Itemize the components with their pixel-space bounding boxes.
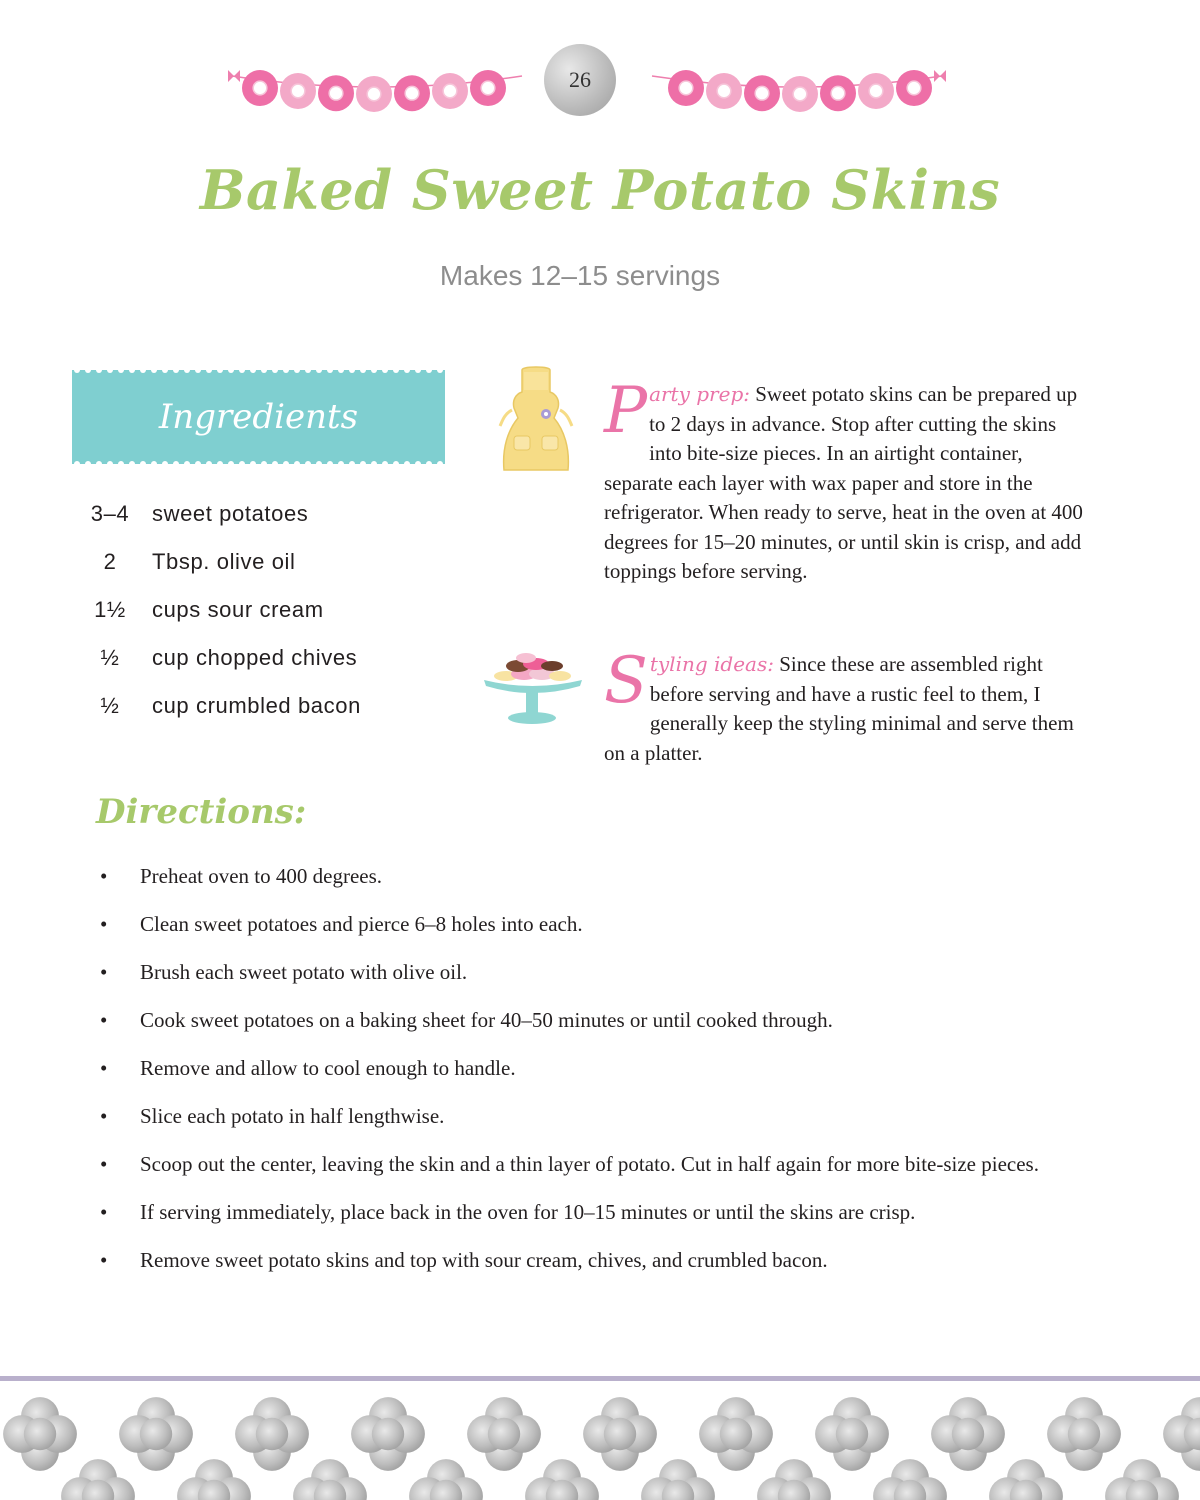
ingredient-quantity: 1½ (94, 597, 126, 622)
quatrefoil-shape (351, 1397, 425, 1471)
page-number-badge (544, 44, 616, 116)
quatrefoil-shape (1047, 1397, 1121, 1471)
ingredient-name: sweet potatoes (152, 501, 309, 526)
quatrefoil-shape (467, 1397, 541, 1471)
party-prep-text: Sweet potato skins can be prepared up to 2 days in advance. Stop after cutting the skins into bite-size pieces. In an airtight container, separate each layer with wax paper and store in the refrigerator. When ready to serve, heat in the oven at 400 degrees for 15–20 minutes, or until skin is crisp, and add toppings before serving. (604, 382, 1083, 583)
direction-step (96, 1198, 1056, 1226)
styling-ideas-dropcap: S (604, 644, 648, 718)
styling-ideas-tip (604, 644, 1092, 768)
ingredient-row (80, 586, 460, 634)
quatrefoil-shape (989, 1459, 1063, 1500)
ingredient-quantity: 2 (103, 549, 117, 574)
bullet-marker: • (100, 912, 108, 936)
quatrefoil-shape (119, 1397, 193, 1471)
quatrefoil-shape (525, 1459, 599, 1500)
ingredient-quantity: ½ (100, 693, 120, 718)
styling-ideas-text: Since these are assembled right before serving and have a rustic feel to them, I generally keep the styling minimal and serve them on a platter. (604, 652, 1074, 765)
ingredients-heading: Ingredients (158, 397, 359, 437)
direction-step (96, 958, 1056, 986)
quatrefoil-shape (1163, 1397, 1200, 1471)
party-prep-dropcap: P (604, 374, 648, 448)
direction-step-text: Preheat oven to 400 degrees. (140, 864, 383, 888)
apron-icon (498, 366, 574, 476)
quatrefoil-shape (235, 1397, 309, 1471)
directions-heading: Directions: (96, 792, 307, 832)
direction-step (96, 1150, 1056, 1178)
quatrefoil-shape (61, 1459, 135, 1500)
ingredient-name: cup crumbled bacon (152, 693, 361, 718)
bullet-marker: • (100, 960, 108, 984)
quatrefoil-shape (699, 1397, 773, 1471)
recipe-title: Baked Sweet Potato Skins (199, 158, 1001, 222)
direction-step (96, 1246, 1056, 1274)
quatrefoil-shape (1105, 1459, 1179, 1500)
party-prep-tip (604, 374, 1092, 587)
ingredient-row (80, 682, 460, 730)
quatrefoil-shape (177, 1459, 251, 1500)
ingredients-banner (72, 370, 445, 464)
direction-step (96, 1102, 1056, 1130)
direction-step-text: Cook sweet potatoes on a baking sheet for 40–50 minutes or until cooked through. (140, 1008, 833, 1032)
direction-step (96, 1006, 1056, 1034)
bullet-marker: • (100, 1152, 108, 1176)
ingredient-name: Tbsp. olive oil (152, 549, 296, 574)
direction-step-text: Slice each potato in half lengthwise. (140, 1104, 445, 1128)
ingredient-quantity: ½ (100, 645, 120, 670)
party-prep-label: arty prep: (649, 382, 750, 406)
quatrefoil-shape (583, 1397, 657, 1471)
bullet-marker: • (100, 1104, 108, 1128)
direction-step (96, 862, 1056, 890)
bullet-marker: • (100, 1056, 108, 1080)
bullet-marker: • (100, 1008, 108, 1032)
ingredient-row (80, 634, 460, 682)
glitter-quatrefoil-pattern (0, 1384, 1200, 1500)
ingredient-quantity: 3–4 (90, 501, 130, 526)
directions-list (96, 862, 1056, 1294)
quatrefoil-shape (409, 1459, 483, 1500)
direction-step-text: Scoop out the center, leaving the skin and a thin layer of potato. Cut in half again for more bite-size pieces. (140, 1152, 1039, 1176)
quatrefoil-shape (293, 1459, 367, 1500)
quatrefoil-shape (757, 1459, 831, 1500)
page-number: 26 (569, 67, 591, 92)
direction-step-text: Remove sweet potato skins and top with sour cream, chives, and crumbled bacon. (140, 1248, 828, 1272)
quatrefoil-shape (3, 1397, 77, 1471)
cake-stand-icon (480, 646, 586, 726)
ingredient-row (80, 538, 460, 586)
ingredient-name: cup chopped chives (152, 645, 358, 670)
direction-step-text: Brush each sweet potato with olive oil. (140, 960, 468, 984)
ingredient-row (80, 490, 460, 538)
direction-step-text: Remove and allow to cool enough to handle. (140, 1056, 516, 1080)
direction-step (96, 910, 1056, 938)
recipe-yield: Makes 12–15 servings (439, 260, 721, 291)
footer-divider (0, 1376, 1200, 1381)
ingredient-name: cups sour cream (152, 597, 324, 622)
ingredients-list (80, 490, 460, 730)
quatrefoil-shape (873, 1459, 947, 1500)
direction-step-text: If serving immediately, place back in the oven for 10–15 minutes or until the skins are crisp. (140, 1200, 916, 1224)
bullet-marker: • (100, 1200, 108, 1224)
styling-ideas-label: tyling ideas: (649, 652, 774, 676)
direction-step-text: Clean sweet potatoes and pierce 6–8 holes into each. (140, 912, 583, 936)
bullet-marker: • (100, 864, 108, 888)
quatrefoil-shape (641, 1459, 715, 1500)
direction-step (96, 1054, 1056, 1082)
bullet-marker: • (100, 1248, 108, 1272)
quatrefoil-shape (931, 1397, 1005, 1471)
quatrefoil-shape (815, 1397, 889, 1471)
